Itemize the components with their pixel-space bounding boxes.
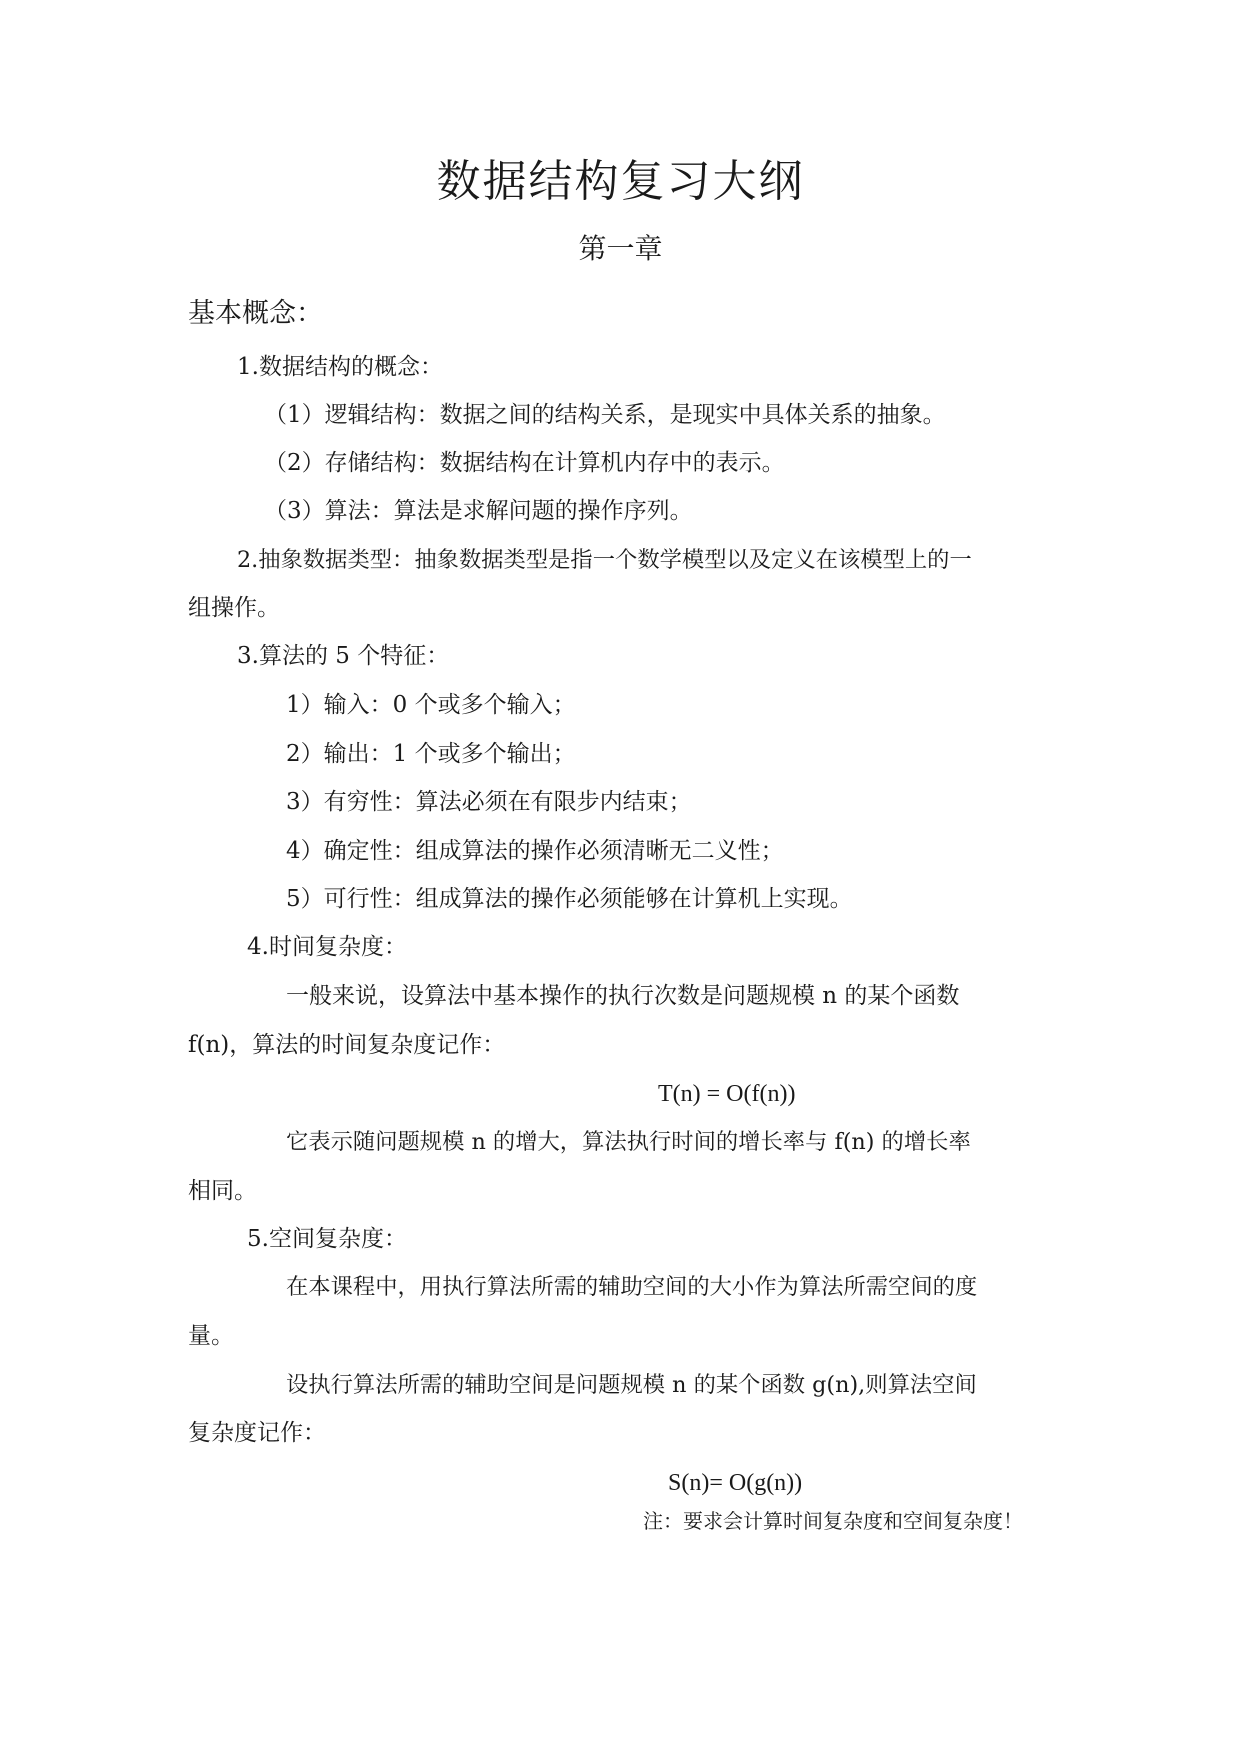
feature-item: 1）输入：0 个或多个输入； <box>286 692 576 718</box>
note: 注：要求会计算时间复杂度和空间复杂度！ <box>643 1509 1023 1533</box>
item1-sub1: （1）逻辑结构：数据之间的结构关系，是现实中具体关系的抽象。 <box>264 402 946 428</box>
time-complexity-formula: T(n) = O(f(n)) <box>658 1081 796 1107</box>
item1-heading: 1.数据结构的概念： <box>237 354 443 380</box>
item3-heading: 3.算法的 5 个特征： <box>237 643 450 669</box>
item4-para1-line2: f(n)，算法的时间复杂度记作： <box>188 1032 506 1058</box>
feature-item: 2）输出：1 个或多个输出； <box>286 741 576 767</box>
feature-item: 5）可行性：组成算法的操作必须能够在计算机上实现。 <box>286 886 853 912</box>
document-title: 数据结构复习大纲 <box>436 156 805 207</box>
item4-para2-line1: 它表示随问题规模 n 的增大，算法执行时间的增长率与 f(n) 的增长率 <box>286 1129 971 1155</box>
item5-para2-line2: 复杂度记作： <box>188 1420 326 1446</box>
item5-para2-line1: 设执行算法所需的辅助空间是问题规模 n 的某个函数 g(n),则算法空间 <box>286 1372 977 1398</box>
feature-item: 3）有穷性：算法必须在有限步内结束； <box>286 789 692 815</box>
item2-line1: 2.抽象数据类型：抽象数据类型是指一个数学模型以及定义在该模型上的一 <box>237 547 972 573</box>
feature-item: 4）确定性：组成算法的操作必须清晰无二义性； <box>286 838 784 864</box>
item1-sub2: （2）存储结构：数据结构在计算机内存中的表示。 <box>264 450 785 476</box>
item4-para2-line2: 相同。 <box>188 1178 257 1204</box>
item5-para1-line2: 量。 <box>188 1323 234 1349</box>
space-complexity-formula: S(n)= O(g(n)) <box>668 1470 803 1496</box>
item2-line2: 组操作。 <box>188 595 280 621</box>
item5-heading: 5.空间复杂度： <box>247 1226 407 1252</box>
item1-sub3: （3）算法：算法是求解问题的操作序列。 <box>264 498 693 524</box>
section-heading: 基本概念： <box>188 298 323 329</box>
item4-para1-line1: 一般来说，设算法中基本操作的执行次数是问题规模 n 的某个函数 <box>286 983 960 1009</box>
chapter-heading: 第一章 <box>578 232 663 265</box>
item4-heading: 4.时间复杂度： <box>247 934 407 960</box>
item5-para1-line1: 在本课程中，用执行算法所需的辅助空间的大小作为算法所需空间的度 <box>286 1274 978 1300</box>
